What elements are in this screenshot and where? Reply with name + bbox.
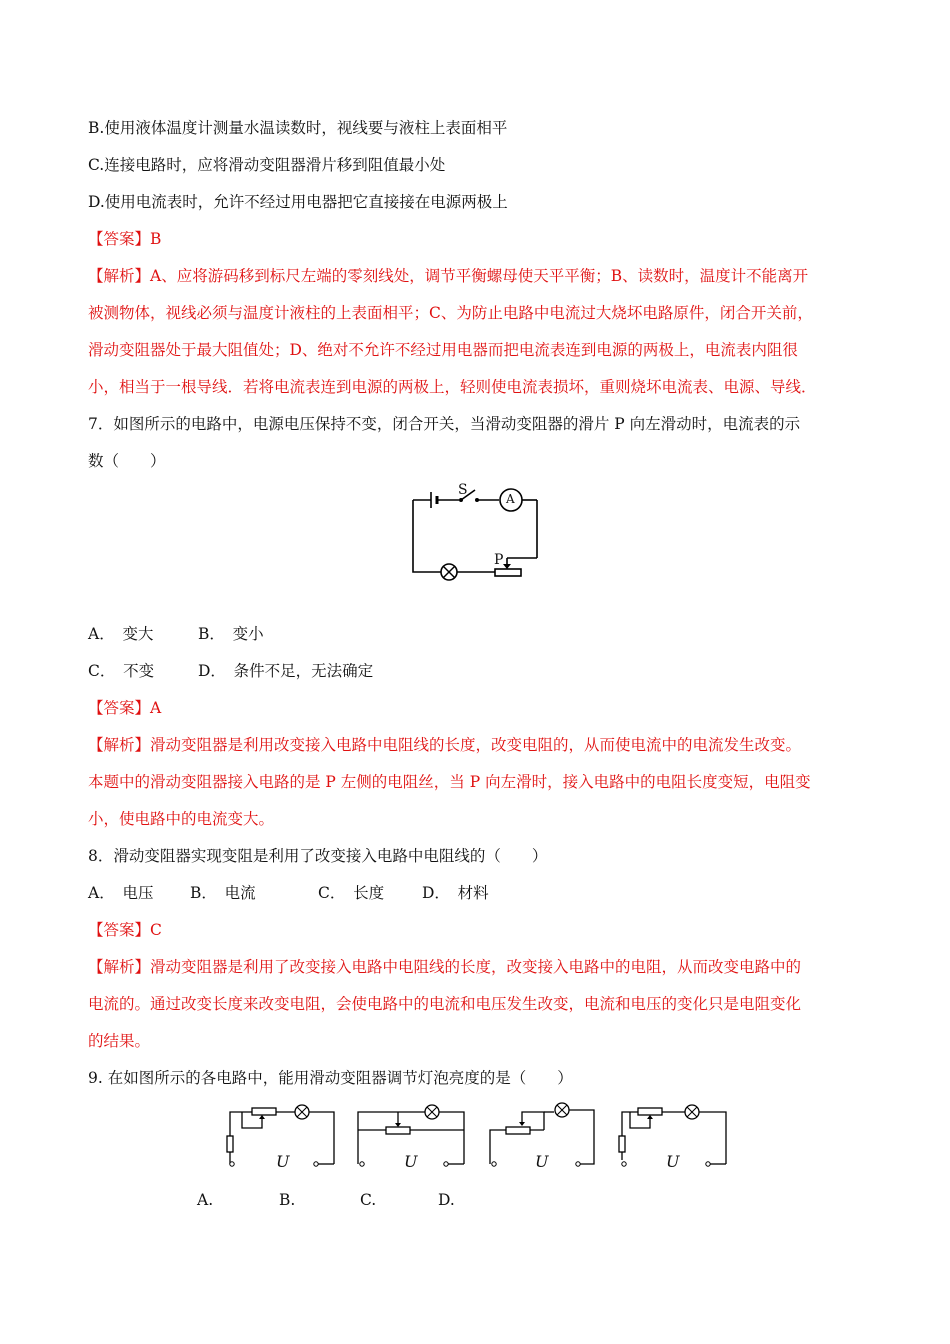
q8-analysis-line: 【解析】滑动变阻器是利用了改变接入电路中电阻线的长度，改变接入电路中的电阻，从而改变电路中的 [88,958,802,976]
q9-option-b: B. [279,1191,296,1209]
q6-option-b: B.使用液体温度计测量水温读数时，视线要与液柱上表面相平 [88,119,508,137]
q6-analysis-line: 【解析】A、应将游码移到标尺左端的零刻线处，调节平衡螺母使天平平衡；B、读数时，温度计不能离开 [88,267,809,285]
q8-stem: 8．滑动变阻器实现变阻是利用了改变接入电路中电阻线的（ ） [88,847,548,865]
q7-stem-line: 数（ ） [88,452,166,470]
q9-voltage-label-b: U [404,1152,418,1171]
q9-stem: 9. 在如图所示的各电路中，能用滑动变阻器调节灯泡亮度的是（ ） [88,1069,573,1087]
q7-option-c: C． 不变 [88,662,155,680]
q9-voltage-label-a: U [276,1152,290,1171]
q9-option-d: D. [438,1191,455,1209]
q8-option-b: B． 电流 [190,884,256,902]
q8-analysis-line: 的结果。 [88,1032,151,1050]
q9-option-a: A. [197,1191,214,1209]
ammeter-label: A [506,492,515,506]
q6-analysis-line: 小，相当于一根导线．若将电流表连到电源的两极上，轻则使电流表损坏，重则烧坏电流表、电源、导线． [88,378,817,396]
q7-answer: 【答案】A [88,699,162,717]
q8-analysis-line: 电流的。通过改变长度来改变电阻，会使电路中的电流和电压发生改变，电流和电压的变化只是电阻变化 [88,995,802,1013]
slider-label: P [494,552,504,568]
q7-analysis-line: 【解析】滑动变阻器是利用改变接入电路中电阻线的长度，改变电阻的，从而使电流中的电流发生改变。 [88,736,802,754]
q6-option-d: D.使用电流表时，允许不经过用电器把它直接接在电源两极上 [88,193,508,211]
q6-analysis-line: 滑动变阻器处于最大阻值处；D、绝对不允许不经过用电器而把电流表连到电源的两极上，电流表内阻很 [88,341,798,359]
switch-label: S [458,482,468,498]
q9-voltage-label-c: U [535,1152,549,1171]
q7-stem-line: 7．如图所示的电路中，电源电压保持不变，闭合开关，当滑动变阻器的滑片 P 向左滑动时，电流表的示 [88,415,801,433]
q8-option-d: D． 材料 [422,884,489,902]
q7-option-d: D． 条件不足，无法确定 [198,662,374,680]
q9-option-c: C. [360,1191,377,1209]
q7-analysis-line: 小，使电路中的电流变大。 [88,810,275,828]
q8-option-a: A． 电压 [88,884,154,902]
q7-analysis-line: 本题中的滑动变阻器接入电路的是 P 左侧的电阻丝，当 P 向左滑时，接入电路中的电阻长度变短，电阻变 [88,773,811,791]
q9-voltage-label-d: U [666,1152,680,1171]
q7-circuit-diagram [405,482,545,577]
q8-answer: 【答案】C [88,921,162,939]
q7-option-b: B． 变小 [198,625,264,643]
q6-answer: 【答案】B [88,230,162,248]
q6-option-c: C.连接电路时，应将滑动变阻器滑片移到阻值最小处 [88,156,446,174]
q7-option-a: A． 变大 [88,625,154,643]
q6-analysis-line: 被测物体，视线必须与温度计液柱的上表面相平；C、为防止电路中电流过大烧坏电路原件，闭合开关前， [88,304,813,322]
q8-option-c: C． 长度 [318,884,385,902]
